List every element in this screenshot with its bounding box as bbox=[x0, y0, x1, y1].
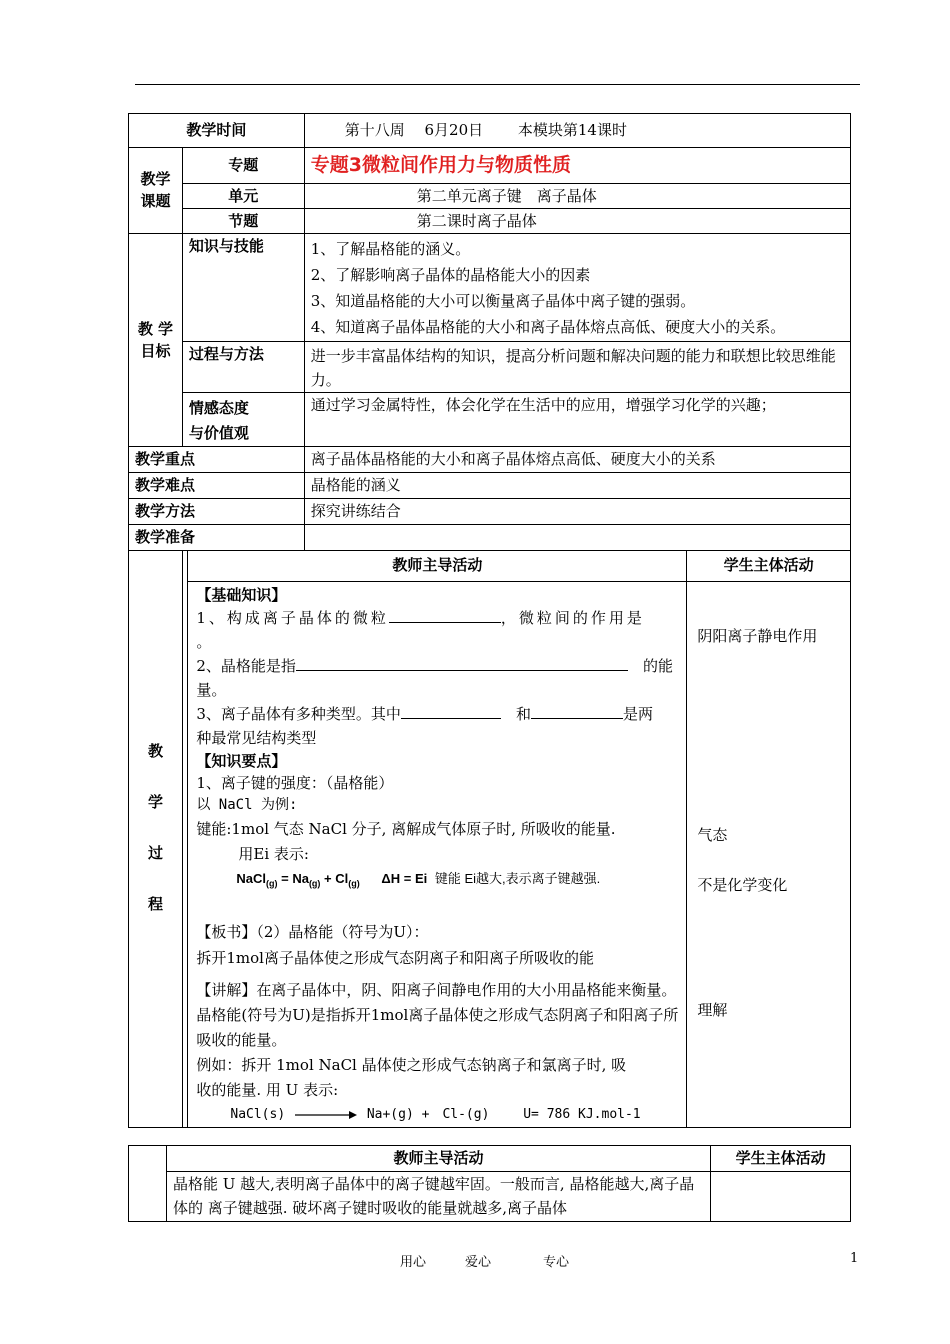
info-value-prep bbox=[304, 525, 850, 551]
knowledge-item: 4、知道离子晶体晶格能的大小和离子晶体熔点高低、硬度大小的关系。 bbox=[310, 318, 786, 336]
continued-teacher-text: 晶格能 U 越大,表明离子晶体中的离子键越牢固。一般而言, 晶格能越大,离子晶体的 离子键越强. 破坏离子键时吸收的能量就越多,离子晶体 bbox=[166, 1172, 710, 1222]
process-method-label: 过程与方法 bbox=[182, 342, 304, 393]
continued-side-cell bbox=[129, 1146, 167, 1222]
process-cell bbox=[182, 551, 850, 1128]
student-note-1: 阴阳离子静电作用 bbox=[697, 626, 818, 645]
time-label: 教学时间 bbox=[129, 114, 305, 148]
equation-lattice-energy: NaCl(s) Na+(g) + Cl-(g) U= 786 KJ.mol-1 bbox=[230, 1107, 641, 1123]
section-label: 节题 bbox=[182, 209, 304, 234]
page-number: 1 bbox=[850, 1251, 859, 1266]
time-value: 第十八周 6月20日 本模块第14课时 bbox=[304, 114, 850, 148]
continued-table bbox=[128, 1145, 851, 1222]
info-value-difficulty: 晶格能的涵义 bbox=[304, 473, 850, 499]
key-point-1: 1、离子键的强度：（晶格能） bbox=[196, 773, 394, 792]
explanation-text: 【讲解】在离子晶体中，阴、阳离子间静电作用的大小用晶格能来衡量。晶格能(符号为U)是指拆开1mol离子晶体使之形成气态阴离子和阳离子所吸收的能量。 bbox=[196, 981, 679, 1050]
emotion-label: 情感态度 与价值观 bbox=[182, 393, 304, 447]
topic-title: 专题3微粒间作用力与物质性质 bbox=[304, 148, 850, 184]
info-label-prep: 教学准备 bbox=[129, 525, 305, 551]
teacher-activity-content bbox=[188, 581, 687, 1127]
student-activity-header: 学生主体活动 bbox=[687, 551, 850, 581]
student-note-4: 理解 bbox=[697, 1000, 728, 1019]
info-value-method: 探究讲练结合 bbox=[304, 499, 850, 525]
lesson-plan-table bbox=[128, 113, 851, 1128]
header-rule bbox=[135, 84, 860, 85]
student-note-2: 气态 bbox=[697, 825, 728, 844]
board-note-2: 拆开1mol离子晶体使之形成气态阴离子和阳离子所吸收的能 bbox=[196, 949, 594, 968]
question-2: 2、晶格能是指 的能 量。 bbox=[196, 656, 673, 699]
info-label-method: 教学方法 bbox=[129, 499, 305, 525]
student-activity-content bbox=[687, 581, 850, 1127]
continued-student-header: 学生主体活动 bbox=[711, 1146, 851, 1172]
equation-bond-energy: NaCl$_{(g)}$ = $Na_{(g)} + Cl_{(g)}$ ΔH = Ei 键能 Ei越大,表示离子键越强. bbox=[236, 870, 601, 889]
topic-label: 专题 bbox=[182, 148, 304, 184]
student-note-3: 不是化学变化 bbox=[697, 875, 788, 894]
continued-student-cell bbox=[711, 1172, 851, 1222]
key-point-4: 用Ei 表示: bbox=[238, 844, 309, 863]
process-method-text: 进一步丰富晶体结构的知识，提高分析问题和解决问题的能力和联想比较思维能力。 bbox=[304, 342, 850, 393]
knowledge-item: 2、了解影响离子晶体的晶格能大小的因素 bbox=[310, 266, 591, 284]
reaction-arrow-icon bbox=[295, 1110, 357, 1120]
info-label-focus: 教学重点 bbox=[129, 447, 305, 473]
basic-knowledge-title: 【基础知识】 bbox=[196, 585, 287, 604]
section-value: 第二课时离子晶体 bbox=[304, 209, 850, 234]
info-value-focus: 离子晶体晶格能的大小和离子晶体熔点高低、硬度大小的关系 bbox=[304, 447, 850, 473]
topic-group-label: 教学 课题 bbox=[129, 148, 183, 234]
footer-motto: 用心 爱心 专心 bbox=[400, 1255, 570, 1270]
example-text: 例如：拆开 1mol NaCl 晶体使之形成气态钠离子和氯离子时, 吸 收的能量. 用 U 表示: bbox=[196, 1056, 627, 1100]
unit-value: 第二单元离子键 离子晶体 bbox=[304, 184, 850, 209]
process-inner-table bbox=[183, 551, 850, 1127]
info-label-difficulty: 教学难点 bbox=[129, 473, 305, 499]
key-point-2: 以 NaCl 为例: bbox=[196, 796, 298, 813]
teacher-activity-header: 教师主导活动 bbox=[188, 551, 687, 581]
emotion-text: 通过学习金属特性，体会化学在生活中的应用，增强学习化学的兴趣； bbox=[304, 393, 850, 447]
key-points-title: 【知识要点】 bbox=[196, 751, 287, 770]
unit-label: 单元 bbox=[182, 184, 304, 209]
question-1: 1、构成离子晶体的微粒 ，微粒间的作用是 。 bbox=[196, 608, 645, 651]
process-side-label: 教 学 过 程 bbox=[129, 551, 183, 1128]
knowledge-item: 1、了解晶格能的涵义。 bbox=[310, 240, 471, 258]
continued-teacher-header: 教师主导活动 bbox=[166, 1146, 710, 1172]
board-note-1: 【板书】（2）晶格能（符号为U）： bbox=[196, 923, 429, 942]
goals-group-label: 教 学 目标 bbox=[129, 234, 183, 447]
key-point-3: 键能:1mol 气态 NaCl 分子, 离解成气体原子时, 所吸收的能量. bbox=[196, 819, 616, 838]
knowledge-item: 3、知道晶格能的大小可以衡量离子晶体中离子键的强弱。 bbox=[310, 292, 696, 310]
question-3: 3、离子晶体有多种类型。其中 和 是两 种最常见结构类型 bbox=[196, 704, 653, 747]
knowledge-label: 知识与技能 bbox=[182, 234, 304, 342]
knowledge-list bbox=[304, 234, 850, 342]
